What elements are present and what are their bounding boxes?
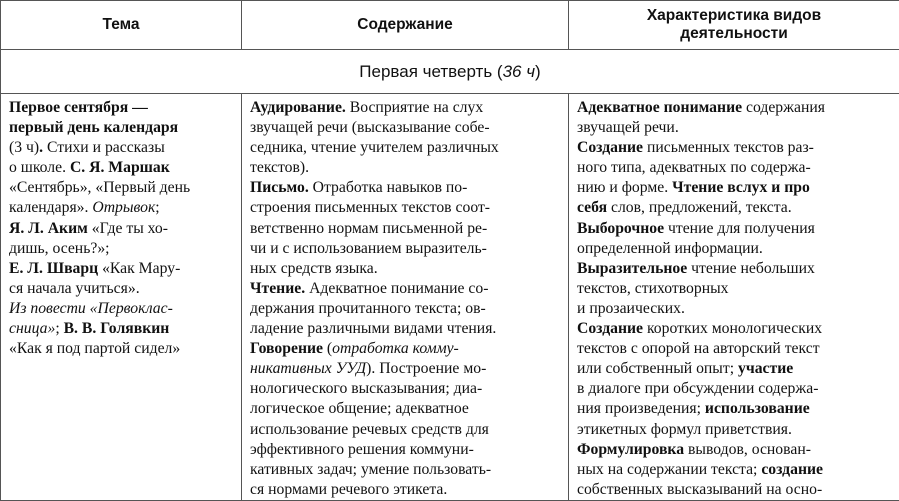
bold-text: . [39, 139, 47, 156]
text-line [577, 259, 894, 279]
plain-text: текстов). [250, 159, 309, 176]
header-content [248, 16, 562, 34]
text-line [577, 379, 894, 399]
plain-text: определенной информации. [577, 240, 763, 257]
text-line [9, 259, 236, 279]
bold-text: себя [577, 199, 607, 216]
text-line [577, 339, 894, 359]
bold-text: Чтение вслух и про [672, 179, 810, 196]
text-line [9, 219, 236, 239]
plain-text: звучащей речи. [577, 119, 679, 136]
italic-text: отработка комму- [332, 340, 459, 357]
text-line [250, 138, 563, 158]
plain-text: ( [323, 340, 332, 357]
bold-text: Адекватное понимание [577, 99, 742, 116]
plain-text: держания прочитанного текста; ов- [250, 300, 486, 317]
text-line [577, 138, 894, 158]
plain-text: собственных высказываний на осно- [577, 481, 822, 498]
plain-text: «Как я под партой сидел» [9, 340, 180, 357]
quarter-row [1, 50, 899, 94]
plain-text: календаря». [9, 199, 92, 216]
text-line [577, 460, 894, 480]
bold-text: Говорение [250, 340, 323, 357]
text-line [250, 480, 563, 500]
plain-text: логическое общение; адекватное [250, 400, 469, 417]
bold-text: Создание [577, 320, 643, 337]
header-cell-theme [1, 1, 242, 50]
text-line [250, 299, 563, 319]
theme-cell [1, 94, 242, 501]
text-line [250, 118, 563, 138]
plain-text: ладение различными видами чтения. [250, 320, 496, 337]
activities-cell [569, 94, 899, 501]
plain-text: чтение небольших [687, 260, 815, 277]
plain-text: чтение для получения [664, 220, 815, 237]
bold-text: Первое сентября — [9, 99, 148, 116]
text-line [250, 279, 563, 299]
text-line [9, 239, 236, 259]
plain-text: звучащей речи (высказывание собе- [250, 119, 490, 136]
plain-text: ). Построение мо- [366, 360, 486, 377]
quarter-title [1, 50, 899, 94]
text-line [250, 259, 563, 279]
plain-text: этикетных формул приветствия. [577, 421, 792, 438]
plain-text: и прозаических. [577, 300, 685, 317]
text-line [577, 198, 894, 218]
bold-text: создание [761, 461, 823, 478]
text-line [577, 299, 894, 319]
bold-text: Выразительное [577, 260, 687, 277]
text-line [250, 319, 563, 339]
text-line [9, 98, 236, 118]
content-row [1, 94, 899, 501]
header-line: Характеристика видов [575, 7, 893, 25]
quarter-prefix: Первая четверть ( [359, 62, 502, 81]
plain-text: «Где ты хо- [88, 220, 168, 237]
text-line [250, 219, 563, 239]
plain-text: в диалоге при обсуждении содержа- [577, 380, 818, 397]
quarter-suffix: ) [535, 62, 541, 81]
text-line [577, 239, 894, 259]
header-activities [575, 7, 893, 43]
text-line [577, 158, 894, 178]
text-line [250, 379, 563, 399]
bold-text: Аудирование. [250, 99, 346, 116]
plain-text: Отработка навыков по- [309, 179, 468, 196]
text-line [250, 178, 563, 198]
plain-text: текстов, стихотворных [577, 280, 728, 297]
bold-text: первый день календаря [9, 119, 178, 136]
plain-text: ся начала учиться». [9, 280, 140, 297]
header-line: деятельности [575, 25, 893, 43]
plain-text: эффективного решения коммуни- [250, 441, 474, 458]
bold-text: использование [705, 400, 810, 417]
quarter-hours: 36 ч [503, 62, 535, 81]
text-line [9, 158, 236, 178]
text-line [250, 399, 563, 419]
header-theme [7, 16, 235, 34]
plain-text: чи и с использованием выразитель- [250, 240, 487, 257]
bold-text: В. В. Голявкин [64, 320, 170, 337]
italic-text: сница» [9, 320, 55, 337]
plain-text: выводов, основан- [684, 441, 811, 458]
bold-text: Формулировка [577, 441, 684, 458]
plain-text: ; [55, 320, 63, 337]
italic-text: Из повести «Первоклас- [9, 300, 173, 317]
text-line [250, 440, 563, 460]
text-line [9, 299, 236, 319]
plain-text: о школе. [9, 159, 70, 176]
text-line [577, 440, 894, 460]
text-line [250, 239, 563, 259]
text-line [577, 359, 894, 379]
plain-text: дишь, осень?»; [9, 240, 110, 257]
plain-text: Адекватное понимание со- [305, 280, 488, 297]
italic-text: Отрывок [92, 199, 155, 216]
plain-text: нологического высказывания; диа- [250, 380, 482, 397]
text-line [9, 178, 236, 198]
text-line [9, 198, 236, 218]
plain-text: письменных текстов раз- [643, 139, 814, 156]
bold-text: Е. Л. Шварц [9, 260, 98, 277]
plain-text: ветственно нормам письменной ре- [250, 220, 487, 237]
plain-text: Стихи и рассказы [47, 139, 165, 156]
plain-text: или собственный опыт; [577, 360, 738, 377]
text-line [250, 158, 563, 178]
bold-text: Чтение. [250, 280, 305, 297]
plain-text: ных на содержании текста; [577, 461, 761, 478]
text-line [9, 319, 236, 339]
text-line [9, 339, 236, 359]
text-line [577, 480, 894, 500]
header-row [1, 1, 899, 50]
plain-text: ния произведения; [577, 400, 705, 417]
plain-text: нию и форме. [577, 179, 672, 196]
text-line [577, 319, 894, 339]
text-line [250, 460, 563, 480]
plain-text: «Сентябрь», «Первый день [9, 179, 190, 196]
text-line [9, 279, 236, 299]
text-line [250, 98, 563, 118]
bold-text: Письмо. [250, 179, 309, 196]
text-line [577, 118, 894, 138]
bold-text: Создание [577, 139, 643, 156]
text-line [9, 118, 236, 138]
text-line [250, 420, 563, 440]
text-line [250, 359, 563, 379]
bold-text: Я. Л. Аким [9, 220, 88, 237]
header-cell-content [242, 1, 569, 50]
text-line [577, 399, 894, 419]
plain-text: седника, чтение учителем различных [250, 139, 499, 156]
plain-text: ного типа, адекватных по содержа- [577, 159, 811, 176]
text-line [577, 219, 894, 239]
bold-text: Выборочное [577, 220, 664, 237]
plain-text: ся нормами речевого этикета. [250, 481, 447, 498]
plain-text: строения письменных текстов соот- [250, 199, 490, 216]
plain-text: ных средств языка. [250, 260, 378, 277]
plain-text: слов, предложений, текста. [607, 199, 792, 216]
plain-text: использование речевых средств для [250, 421, 489, 438]
plain-text: Восприятие на слух [346, 99, 483, 116]
plain-text: «Как Мару- [98, 260, 180, 277]
text-line [577, 279, 894, 299]
text-line [250, 339, 563, 359]
header-cell-activities [569, 1, 899, 50]
plain-text: (3 ч) [9, 139, 39, 156]
plain-text: текстов с опорой на авторский текст [577, 340, 820, 357]
header-line: Содержание [248, 16, 562, 34]
text-line [577, 420, 894, 440]
italic-text: никативных УУД [250, 360, 366, 377]
header-line: Тема [7, 16, 235, 34]
bold-text: С. Я. Маршак [70, 159, 170, 176]
plain-text: кативных задач; умение пользовать- [250, 461, 491, 478]
text-line [577, 98, 894, 118]
bold-text: участие [738, 360, 793, 377]
text-line [9, 138, 236, 158]
plain-text: содержания [742, 99, 825, 116]
text-line [250, 198, 563, 218]
plain-text: коротких монологических [643, 320, 822, 337]
text-line [577, 178, 894, 198]
content-cell [242, 94, 569, 501]
plain-text: ; [155, 199, 159, 216]
